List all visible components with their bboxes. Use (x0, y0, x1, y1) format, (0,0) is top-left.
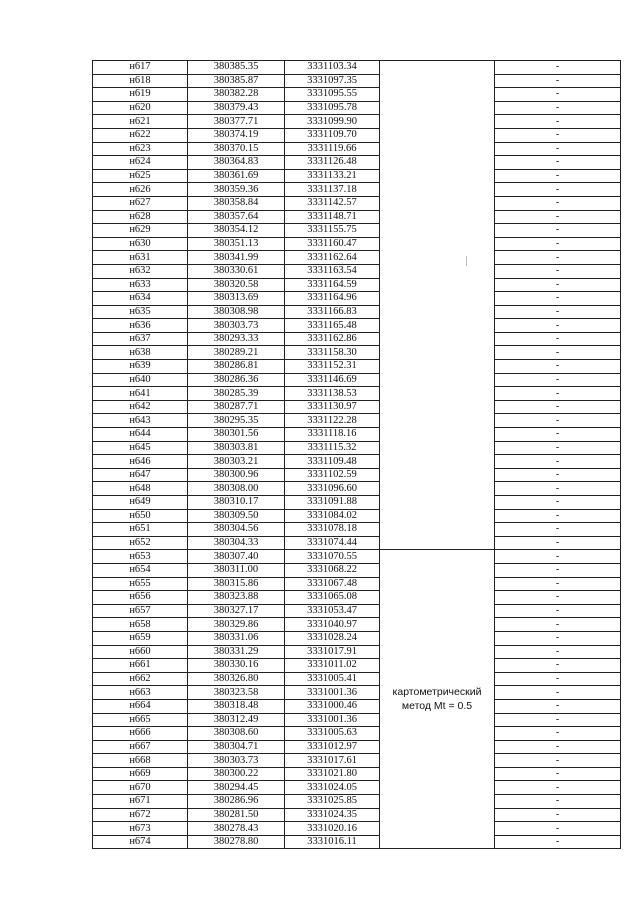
point-id-cell: н640 (93, 373, 188, 387)
x-coordinate-cell: 380318.48 (188, 699, 285, 713)
dash-cell: - (495, 713, 621, 727)
x-coordinate-cell: 380294.45 (188, 781, 285, 795)
table-row (93, 237, 621, 251)
dash-cell: - (495, 822, 621, 836)
y-coordinate-cell: 3331053.47 (285, 604, 380, 618)
x-coordinate-cell: 380308.00 (188, 482, 285, 496)
point-id-cell: н630 (93, 237, 188, 251)
y-coordinate-cell: 3331024.35 (285, 808, 380, 822)
table-row (93, 455, 621, 469)
dash-cell: - (495, 74, 621, 88)
table-row (93, 835, 621, 849)
x-coordinate-cell: 380354.12 (188, 224, 285, 238)
table-row (93, 88, 621, 102)
y-coordinate-cell: 3331065.08 (285, 591, 380, 605)
y-coordinate-cell: 3331160.47 (285, 237, 380, 251)
dash-cell: - (495, 101, 621, 115)
dash-cell: - (495, 740, 621, 754)
x-coordinate-cell: 380286.96 (188, 795, 285, 809)
x-coordinate-cell: 380315.86 (188, 577, 285, 591)
point-id-cell: н622 (93, 128, 188, 142)
dash-cell: - (495, 482, 621, 496)
point-id-cell: н637 (93, 332, 188, 346)
y-coordinate-cell: 3331074.44 (285, 536, 380, 550)
y-coordinate-cell: 3331164.96 (285, 292, 380, 306)
y-coordinate-cell: 3331109.70 (285, 128, 380, 142)
y-coordinate-cell: 3331011.02 (285, 659, 380, 673)
point-id-cell: н627 (93, 196, 188, 210)
point-id-cell: н667 (93, 740, 188, 754)
y-coordinate-cell: 3331138.53 (285, 387, 380, 401)
y-coordinate-cell: 3331000.46 (285, 699, 380, 713)
x-coordinate-cell: 380323.58 (188, 686, 285, 700)
point-id-cell: н628 (93, 210, 188, 224)
y-coordinate-cell: 3331102.59 (285, 468, 380, 482)
x-coordinate-cell: 380310.17 (188, 496, 285, 510)
dash-cell: - (495, 360, 621, 374)
dash-cell: - (495, 781, 621, 795)
y-coordinate-cell: 3331162.64 (285, 251, 380, 265)
x-coordinate-cell: 380385.87 (188, 74, 285, 88)
dash-cell: - (495, 305, 621, 319)
x-coordinate-cell: 380293.33 (188, 332, 285, 346)
dash-cell: - (495, 699, 621, 713)
point-id-cell: н663 (93, 686, 188, 700)
table-row (93, 332, 621, 346)
y-coordinate-cell: 3331163.54 (285, 264, 380, 278)
table-row (93, 699, 621, 713)
point-id-cell: н649 (93, 496, 188, 510)
table-body (93, 61, 621, 849)
table-row (93, 740, 621, 754)
table-row (93, 645, 621, 659)
table-row (93, 373, 621, 387)
point-id-cell: н651 (93, 523, 188, 537)
y-coordinate-cell: 3331001.36 (285, 686, 380, 700)
dash-cell: - (495, 183, 621, 197)
point-id-cell: н641 (93, 387, 188, 401)
table-row (93, 61, 621, 75)
table-row (93, 468, 621, 482)
dash-cell: - (495, 264, 621, 278)
y-coordinate-cell: 3331130.97 (285, 400, 380, 414)
point-id-cell: н657 (93, 604, 188, 618)
x-coordinate-cell: 380379.43 (188, 101, 285, 115)
y-coordinate-cell: 3331095.78 (285, 101, 380, 115)
y-coordinate-cell: 3331005.41 (285, 672, 380, 686)
table-row (93, 686, 621, 700)
y-coordinate-cell: 3331155.75 (285, 224, 380, 238)
x-coordinate-cell: 380303.73 (188, 319, 285, 333)
point-id-cell: н662 (93, 672, 188, 686)
x-coordinate-cell: 380330.16 (188, 659, 285, 673)
point-id-cell: н633 (93, 278, 188, 292)
x-coordinate-cell: 380312.49 (188, 713, 285, 727)
table-row (93, 550, 621, 564)
x-coordinate-cell: 380374.19 (188, 128, 285, 142)
dash-cell: - (495, 441, 621, 455)
y-coordinate-cell: 3331067.48 (285, 577, 380, 591)
point-id-cell: н642 (93, 400, 188, 414)
dash-cell: - (495, 686, 621, 700)
x-coordinate-cell: 380303.81 (188, 441, 285, 455)
table-row (93, 781, 621, 795)
table-row (93, 604, 621, 618)
x-coordinate-cell: 380382.28 (188, 88, 285, 102)
dash-cell: - (495, 795, 621, 809)
y-coordinate-cell: 3331103.34 (285, 61, 380, 75)
table-row (93, 577, 621, 591)
x-coordinate-cell: 380287.71 (188, 400, 285, 414)
x-coordinate-cell: 380307.40 (188, 550, 285, 564)
x-coordinate-cell: 380359.36 (188, 183, 285, 197)
y-coordinate-cell: 3331068.22 (285, 563, 380, 577)
point-id-cell: н620 (93, 101, 188, 115)
y-coordinate-cell: 3331099.90 (285, 115, 380, 129)
x-coordinate-cell: 380286.36 (188, 373, 285, 387)
point-id-cell: н661 (93, 659, 188, 673)
dash-cell: - (495, 754, 621, 768)
x-coordinate-cell: 380331.06 (188, 631, 285, 645)
point-id-cell: н664 (93, 699, 188, 713)
point-id-cell: н626 (93, 183, 188, 197)
table-row (93, 482, 621, 496)
dash-cell: - (495, 61, 621, 75)
y-coordinate-cell: 3331028.24 (285, 631, 380, 645)
table-row (93, 387, 621, 401)
table-row (93, 156, 621, 170)
y-coordinate-cell: 3331146.69 (285, 373, 380, 387)
x-coordinate-cell: 380311.00 (188, 563, 285, 577)
table-row (93, 319, 621, 333)
dash-cell: - (495, 645, 621, 659)
x-coordinate-cell: 380326.80 (188, 672, 285, 686)
table-row (93, 346, 621, 360)
coordinates-table (92, 60, 621, 849)
dash-cell: - (495, 142, 621, 156)
table-row (93, 618, 621, 632)
point-id-cell: н634 (93, 292, 188, 306)
point-id-cell: н644 (93, 428, 188, 442)
point-id-cell: н617 (93, 61, 188, 75)
x-coordinate-cell: 380320.58 (188, 278, 285, 292)
table-row (93, 142, 621, 156)
dash-cell: - (495, 278, 621, 292)
table-row (93, 400, 621, 414)
dash-cell: - (495, 237, 621, 251)
table-row (93, 822, 621, 836)
y-coordinate-cell: 3331025.85 (285, 795, 380, 809)
y-coordinate-cell: 3331020.16 (285, 822, 380, 836)
table-row (93, 414, 621, 428)
point-id-cell: н629 (93, 224, 188, 238)
table-row (93, 727, 621, 741)
point-id-cell: н624 (93, 156, 188, 170)
dash-cell: - (495, 428, 621, 442)
point-id-cell: н619 (93, 88, 188, 102)
dash-cell: - (495, 210, 621, 224)
x-coordinate-cell: 380285.39 (188, 387, 285, 401)
x-coordinate-cell: 380308.98 (188, 305, 285, 319)
dash-cell: - (495, 618, 621, 632)
table-row (93, 224, 621, 238)
dash-cell: - (495, 563, 621, 577)
point-id-cell: н623 (93, 142, 188, 156)
x-coordinate-cell: 380351.13 (188, 237, 285, 251)
y-coordinate-cell: 3331012.97 (285, 740, 380, 754)
y-coordinate-cell: 3331119.66 (285, 142, 380, 156)
y-coordinate-cell: 3331109.48 (285, 455, 380, 469)
dash-cell: - (495, 767, 621, 781)
y-coordinate-cell: 3331096.60 (285, 482, 380, 496)
point-id-cell: н618 (93, 74, 188, 88)
point-id-cell: н631 (93, 251, 188, 265)
point-id-cell: н621 (93, 115, 188, 129)
dash-cell: - (495, 659, 621, 673)
point-id-cell: н643 (93, 414, 188, 428)
table-row (93, 713, 621, 727)
point-id-cell: н666 (93, 727, 188, 741)
table-row (93, 292, 621, 306)
x-coordinate-cell: 380295.35 (188, 414, 285, 428)
table-row (93, 808, 621, 822)
dash-cell: - (495, 496, 621, 510)
dash-cell: - (495, 88, 621, 102)
dash-cell: - (495, 523, 621, 537)
x-coordinate-cell: 380323.88 (188, 591, 285, 605)
dash-cell: - (495, 631, 621, 645)
y-coordinate-cell: 3331126.48 (285, 156, 380, 170)
dash-cell: - (495, 604, 621, 618)
x-coordinate-cell: 380329.86 (188, 618, 285, 632)
dash-cell: - (495, 509, 621, 523)
x-coordinate-cell: 380303.21 (188, 455, 285, 469)
point-id-cell: н632 (93, 264, 188, 278)
point-id-cell: н636 (93, 319, 188, 333)
x-coordinate-cell: 380300.96 (188, 468, 285, 482)
point-id-cell: н648 (93, 482, 188, 496)
point-id-cell: н672 (93, 808, 188, 822)
y-coordinate-cell: 3331165.48 (285, 319, 380, 333)
table-row (93, 128, 621, 142)
dash-cell: - (495, 128, 621, 142)
dash-cell: - (495, 727, 621, 741)
x-coordinate-cell: 380289.21 (188, 346, 285, 360)
table-row (93, 264, 621, 278)
x-coordinate-cell: 380330.61 (188, 264, 285, 278)
y-coordinate-cell: 3331162.86 (285, 332, 380, 346)
table-row (93, 210, 621, 224)
y-coordinate-cell: 3331017.91 (285, 645, 380, 659)
x-coordinate-cell: 380358.84 (188, 196, 285, 210)
dash-cell: - (495, 387, 621, 401)
dash-cell: - (495, 292, 621, 306)
method-cell-empty (380, 61, 495, 550)
dash-cell: - (495, 156, 621, 170)
x-coordinate-cell: 380304.71 (188, 740, 285, 754)
table-row (93, 509, 621, 523)
table-row (93, 428, 621, 442)
y-coordinate-cell: 3331001.36 (285, 713, 380, 727)
y-coordinate-cell: 3331024.05 (285, 781, 380, 795)
x-coordinate-cell: 380286.81 (188, 360, 285, 374)
y-coordinate-cell: 3331078.18 (285, 523, 380, 537)
table-row (93, 795, 621, 809)
scan-mark (466, 256, 467, 266)
point-id-cell: н650 (93, 509, 188, 523)
dash-cell: - (495, 550, 621, 564)
point-id-cell: н653 (93, 550, 188, 564)
y-coordinate-cell: 3331164.59 (285, 278, 380, 292)
point-id-cell: н638 (93, 346, 188, 360)
method-cell (380, 550, 495, 849)
point-id-cell: н654 (93, 563, 188, 577)
y-coordinate-cell: 3331137.18 (285, 183, 380, 197)
point-id-cell: н655 (93, 577, 188, 591)
method-accuracy: метод Mt = 0.5 (401, 700, 473, 713)
point-id-cell: н660 (93, 645, 188, 659)
table-row (93, 441, 621, 455)
point-id-cell: н635 (93, 305, 188, 319)
x-coordinate-cell: 380281.50 (188, 808, 285, 822)
y-coordinate-cell: 3331084.02 (285, 509, 380, 523)
table-row (93, 563, 621, 577)
table-row (93, 631, 621, 645)
table-row (93, 196, 621, 210)
dash-cell: - (495, 332, 621, 346)
dash-cell: - (495, 115, 621, 129)
table-row (93, 251, 621, 265)
y-coordinate-cell: 3331016.11 (285, 835, 380, 849)
x-coordinate-cell: 380308.60 (188, 727, 285, 741)
point-id-cell: н665 (93, 713, 188, 727)
y-coordinate-cell: 3331005.63 (285, 727, 380, 741)
x-coordinate-cell: 380364.83 (188, 156, 285, 170)
y-coordinate-cell: 3331115.32 (285, 441, 380, 455)
y-coordinate-cell: 3331142.57 (285, 196, 380, 210)
point-id-cell: н669 (93, 767, 188, 781)
table-row (93, 591, 621, 605)
point-id-cell: н673 (93, 822, 188, 836)
point-id-cell: н645 (93, 441, 188, 455)
table-row (93, 183, 621, 197)
point-id-cell: н652 (93, 536, 188, 550)
x-coordinate-cell: 380361.69 (188, 169, 285, 183)
y-coordinate-cell: 3331070.55 (285, 550, 380, 564)
point-id-cell: н659 (93, 631, 188, 645)
x-coordinate-cell: 380300.22 (188, 767, 285, 781)
table-row (93, 754, 621, 768)
y-coordinate-cell: 3331122.28 (285, 414, 380, 428)
y-coordinate-cell: 3331148.71 (285, 210, 380, 224)
y-coordinate-cell: 3331152.31 (285, 360, 380, 374)
dash-cell: - (495, 346, 621, 360)
method-name: картометрический (392, 686, 482, 699)
x-coordinate-cell: 380377.71 (188, 115, 285, 129)
table-row (93, 278, 621, 292)
x-coordinate-cell: 380278.80 (188, 835, 285, 849)
point-id-cell: н674 (93, 835, 188, 849)
dash-cell: - (495, 373, 621, 387)
x-coordinate-cell: 380304.33 (188, 536, 285, 550)
table-row (93, 523, 621, 537)
y-coordinate-cell: 3331118.16 (285, 428, 380, 442)
y-coordinate-cell: 3331021.80 (285, 767, 380, 781)
y-coordinate-cell: 3331166.83 (285, 305, 380, 319)
point-id-cell: н668 (93, 754, 188, 768)
point-id-cell: н656 (93, 591, 188, 605)
dash-cell: - (495, 591, 621, 605)
dash-cell: - (495, 400, 621, 414)
dash-cell: - (495, 577, 621, 591)
dash-cell: - (495, 414, 621, 428)
x-coordinate-cell: 380313.69 (188, 292, 285, 306)
y-coordinate-cell: 3331097.35 (285, 74, 380, 88)
point-id-cell: н639 (93, 360, 188, 374)
table-row (93, 169, 621, 183)
y-coordinate-cell: 3331095.55 (285, 88, 380, 102)
table-row (93, 74, 621, 88)
y-coordinate-cell: 3331017.61 (285, 754, 380, 768)
table-row (93, 101, 621, 115)
point-id-cell: н647 (93, 468, 188, 482)
x-coordinate-cell: 380370.15 (188, 142, 285, 156)
table-row (93, 536, 621, 550)
x-coordinate-cell: 380304.56 (188, 523, 285, 537)
table-row (93, 115, 621, 129)
table-row (93, 672, 621, 686)
x-coordinate-cell: 380278.43 (188, 822, 285, 836)
dash-cell: - (495, 808, 621, 822)
dash-cell: - (495, 196, 621, 210)
table-row (93, 305, 621, 319)
dash-cell: - (495, 224, 621, 238)
point-id-cell: н625 (93, 169, 188, 183)
x-coordinate-cell: 380385.35 (188, 61, 285, 75)
dash-cell: - (495, 672, 621, 686)
x-coordinate-cell: 380303.73 (188, 754, 285, 768)
dash-cell: - (495, 169, 621, 183)
x-coordinate-cell: 380341.99 (188, 251, 285, 265)
dash-cell: - (495, 251, 621, 265)
table-row (93, 659, 621, 673)
dash-cell: - (495, 455, 621, 469)
x-coordinate-cell: 380357.64 (188, 210, 285, 224)
table-row (93, 767, 621, 781)
point-id-cell: н658 (93, 618, 188, 632)
x-coordinate-cell: 380331.29 (188, 645, 285, 659)
y-coordinate-cell: 3331040.97 (285, 618, 380, 632)
table-row (93, 360, 621, 374)
point-id-cell: н646 (93, 455, 188, 469)
point-id-cell: н670 (93, 781, 188, 795)
x-coordinate-cell: 380301.56 (188, 428, 285, 442)
y-coordinate-cell: 3331158.30 (285, 346, 380, 360)
y-coordinate-cell: 3331133.21 (285, 169, 380, 183)
dash-cell: - (495, 319, 621, 333)
dash-cell: - (495, 835, 621, 849)
y-coordinate-cell: 3331091.88 (285, 496, 380, 510)
x-coordinate-cell: 380309.50 (188, 509, 285, 523)
point-id-cell: н671 (93, 795, 188, 809)
dash-cell: - (495, 468, 621, 482)
table-row (93, 496, 621, 510)
dash-cell: - (495, 536, 621, 550)
x-coordinate-cell: 380327.17 (188, 604, 285, 618)
